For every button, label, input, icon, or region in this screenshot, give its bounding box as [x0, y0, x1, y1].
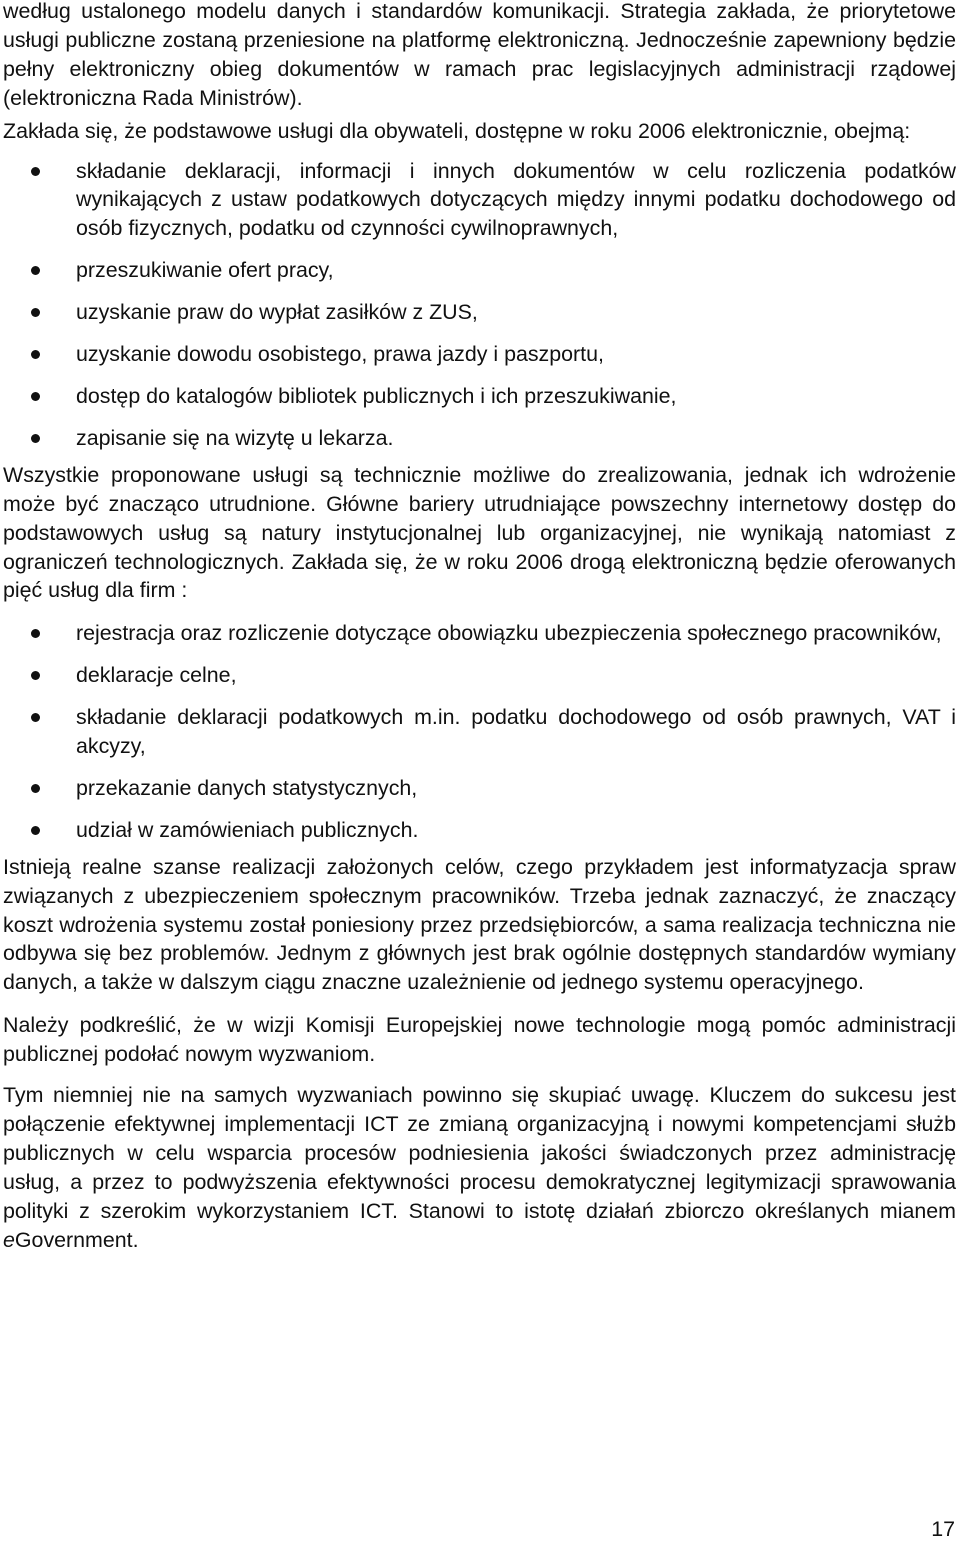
page-number: 17: [931, 1517, 955, 1541]
bullet-icon: [31, 308, 40, 317]
list-item-text: udział w zamówieniach publicznych.: [76, 817, 419, 842]
bullet-icon: [31, 784, 40, 793]
paragraph-realization: Istnieją realne szanse realizacji założonych celów, czego przykładem jest informatyzacja spraw związanych z ubezpieczeniem społecznym pracowników. Trzeba jednak zaznaczyć, że znaczący koszt wdrożenia systemu został poniesiony przez przedsiębiorców, a sama realizacja techniczna nie odbywa się bez problemów. Jednym z głównych jest brak ogólnie dostępnych standardów wymiany danych, a także w dalszym ciągu znaczne uzależnienie od jednego systemu operacyjnego.: [3, 854, 956, 995]
citizen-services-list: [3, 157, 956, 453]
list-item-text: uzyskanie dowodu osobistego, prawa jazdy i paszportu,: [76, 342, 604, 367]
bullet-icon: [31, 629, 40, 638]
paragraph-egovernment: [3, 1081, 956, 1254]
egovernment-italic-e: e: [3, 1227, 15, 1252]
bullet-icon: [31, 167, 40, 176]
list-item-text: składanie deklaracji, informacji i innych dokumentów w celu rozliczenia podatków wynikających z ustaw podatkowych dotyczących między innymi podatku dochodowego od osób fizycznych, podatku od czynności cywilnoprawnych,: [76, 158, 956, 241]
list-item-text: dostęp do katalogów bibliotek publicznych i ich przeszukiwanie,: [76, 383, 677, 408]
paragraph-barriers: Wszystkie proponowane usługi są technicznie możliwe do zrealizowania, jednak ich wdrożenie może być znacząco utrudnione. Główne bariery utrudniające powszechny internetowy dostęp do podstawowych usług są natury instytucjonalnej lub organizacyjnej, nie wynikają natomiast z ograniczeń technologicznych. Zakłada się, że w roku 2006 drogą elektroniczną będzie oferowanych pięć usług dla firm :: [3, 462, 956, 603]
bullet-icon: [31, 434, 40, 443]
list-item: [3, 774, 956, 803]
list-item-text: uzyskanie praw do wypłat zasiłków z ZUS,: [76, 300, 478, 325]
list-item-text: składanie deklaracji podatkowych m.in. podatku dochodowego od osób prawnych, VAT i akcyzy,: [76, 705, 956, 759]
list-item: [3, 424, 956, 453]
list-item: [3, 816, 956, 845]
list-item-text: przekazanie danych statystycznych,: [76, 775, 418, 800]
bullet-icon: [31, 266, 40, 275]
list-item: [3, 256, 956, 285]
bullet-icon: [31, 671, 40, 680]
paragraph-citizen-services-intro: Zakłada się, że podstawowe usługi dla obywateli, dostępne w roku 2006 elektronicznie, obejmą:: [3, 118, 911, 143]
bullet-icon: [31, 826, 40, 835]
list-item: [3, 382, 956, 411]
list-item: [3, 619, 956, 648]
list-item-text: przeszukiwanie ofert pracy,: [76, 258, 334, 283]
list-item-text: rejestracja oraz rozliczenie dotyczące obowiązku ubezpieczenia społecznego pracowników,: [76, 621, 942, 646]
list-item-text: deklaracje celne,: [76, 663, 237, 688]
paragraph-strategy: według ustalonego modelu danych i standardów komunikacji. Strategia zakłada, że priorytetowe usługi publiczne zostaną przeniesione na platformę elektroniczną. Jednocześnie zapewniony będzie pełny elektroniczny obieg dokumentów w ramach prac legislacyjnych administracji rządowej (elektroniczna Rada Ministrów).: [3, 0, 956, 110]
paragraph-egovernment-text: Tym niemniej nie na samych wyzwaniach powinno się skupiać uwagę. Kluczem do sukcesu jest połączenie efektywnej implementacji ICT ze zmianą organizacyjną i nowymi kompetencjami służb publicznych w celu wsparcia procesów podniesienia jakości świadczonych przez administrację usług, a przez to podwyższenia efektywności procesu demokratycznej legitymizacji sprawowania polityki z szerokim wykorzystaniem ICT. Stanowi to istotę działań zbiorczo określanych mianem: [3, 1083, 956, 1223]
bullet-icon: [31, 350, 40, 359]
list-item-text: zapisanie się na wizytę u lekarza.: [76, 425, 394, 450]
list-item: [3, 340, 956, 369]
list-item: [3, 703, 956, 761]
egovernment-suffix: Government.: [14, 1227, 139, 1252]
list-item: [3, 661, 956, 690]
bullet-icon: [31, 713, 40, 722]
paragraph-european-commission: Należy podkreślić, że w wizji Komisji Europejskiej nowe technologie mogą pomóc administracji publicznej podołać nowym wyzwaniom.: [3, 1013, 956, 1067]
bullet-icon: [31, 392, 40, 401]
business-services-list: [3, 619, 956, 844]
document-body: [3, 0, 956, 1255]
list-item: [3, 298, 956, 327]
list-item: [3, 157, 956, 244]
